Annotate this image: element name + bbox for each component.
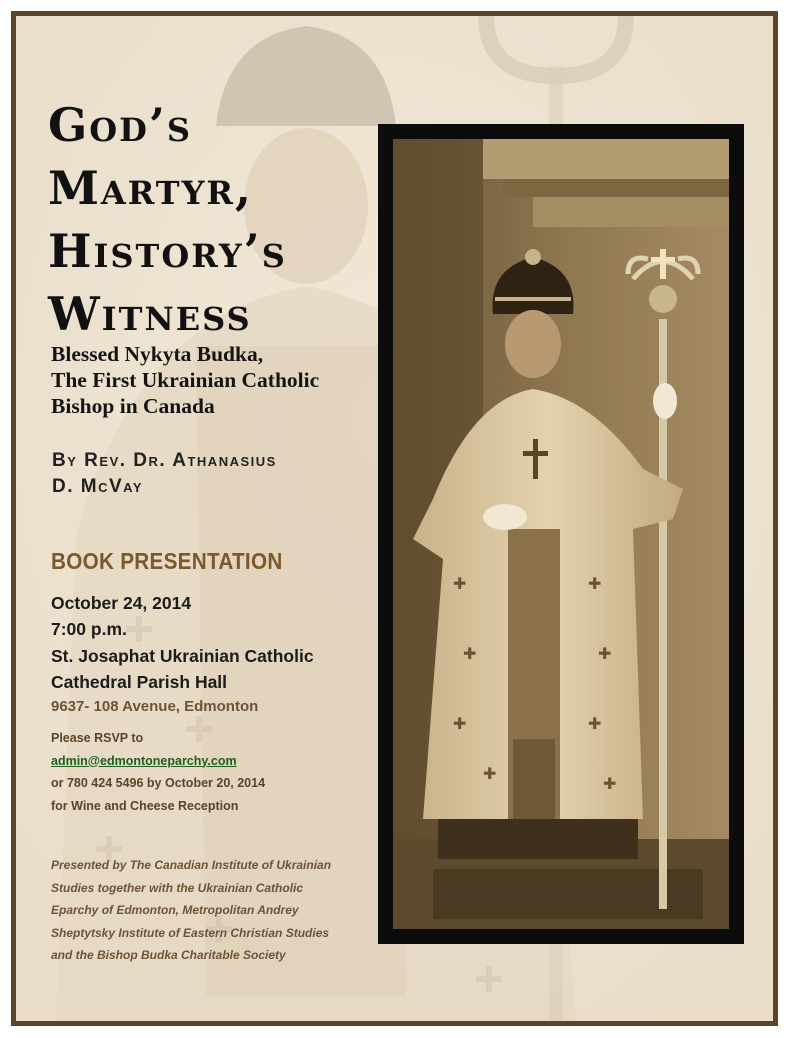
presented-line: Eparchy of Edmonton, Metropolitan Andrey [51, 903, 299, 917]
event-venue-line1: St. Josaphat Ukrainian Catholic [51, 646, 314, 666]
svg-text:✚: ✚ [463, 644, 477, 663]
subtitle-line: The First Ukrainian Catholic [51, 368, 320, 392]
presented-line: Sheptytsky Institute of Eastern Christian Studies [51, 925, 330, 940]
event-address: 9637- 108 Avenue, Edmonton [51, 698, 259, 715]
svg-text:✚: ✚ [453, 714, 467, 733]
svg-text:✚: ✚ [453, 574, 467, 593]
title-line: Witness [48, 287, 252, 341]
title-line: God’s [48, 98, 193, 152]
rsvp-line: Please RSVP to [51, 731, 144, 745]
presented-line: and the Bishop Budka Charitable Society [51, 948, 286, 962]
event-date: October 24, 2014 [51, 593, 192, 613]
rsvp-block [51, 727, 371, 817]
subtitle-line: Blessed Nykyta Budka, [51, 342, 264, 366]
presented-by-block [51, 854, 371, 967]
title-line: History’s [48, 224, 287, 278]
event-venue-line2: Cathedral Parish Hall [51, 672, 228, 692]
presented-line: Presented by The Canadian Institute of Ukrainian [51, 858, 332, 872]
title-line: Martyr, [48, 161, 254, 215]
rsvp-line: or 780 424 5496 by October 20, 2014 [51, 776, 266, 790]
svg-text:✚: ✚ [588, 714, 602, 733]
subtitle-line: Bishop in Canada [51, 394, 215, 418]
bishop-photo-image [393, 139, 729, 929]
svg-text:✚: ✚ [598, 644, 612, 663]
poster-frame [11, 11, 778, 1026]
poster-title [48, 94, 378, 346]
rsvp-email-link[interactable]: admin@edmontoneparchy.com [51, 753, 237, 768]
author-line: D. McVay [52, 476, 144, 497]
poster-subtitle [51, 341, 381, 419]
photo-frame [378, 124, 744, 944]
author-byline [52, 448, 372, 500]
svg-text:✚: ✚ [603, 774, 617, 793]
svg-text:✚: ✚ [588, 574, 602, 593]
author-line: By Rev. Dr. Athanasius [52, 450, 277, 471]
event-time: 7:00 p.m. [51, 619, 127, 639]
svg-text:✚: ✚ [483, 764, 497, 783]
presented-line: Studies together with the Ukrainian Catholic [51, 880, 304, 895]
bishop-photo [393, 139, 729, 929]
rsvp-line: for Wine and Cheese Reception [51, 798, 239, 813]
event-heading: BOOK PRESENTATION [51, 548, 283, 574]
